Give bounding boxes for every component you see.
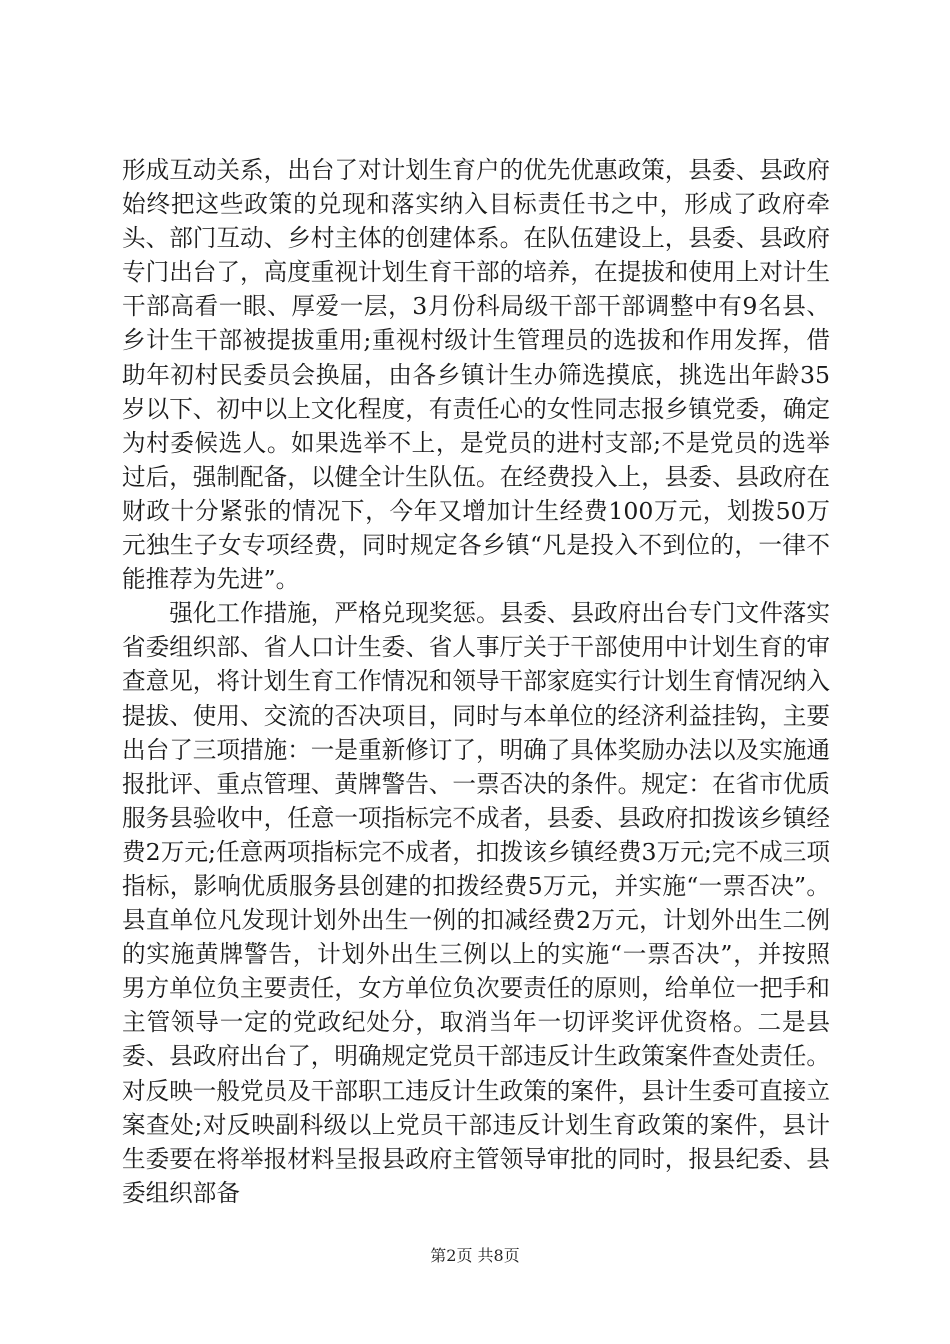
document-body	[122, 153, 830, 1210]
page-number-footer: 第2页 共8页	[430, 1246, 520, 1265]
paragraph-1: 形成互动关系，出台了对计划生育户的优先优惠政策，县委、县政府始终把这些政策的兑现和落实纳入目标责任书之中，形成了政府牵头、部门互动、乡村主体的创建体系。在队伍建设上，县委、县政府专门出台了，高度重视计划生育干部的培养，在提拔和使用上对计生干部高看一眼、厚爱一层，3月份科局级干部干部调整中有9名县、乡计生干部被提拔重用;重视村级计生管理员的选拔和作用发挥，借助年初村民委员会换届，由各乡镇计生办筛选摸底，挑选出年龄35岁以下、初中以上文化程度，有责任心的女性同志报乡镇党委，确定为村委候选人。如果选举不上，是党员的进村支部;不是党员的选举过后，强制配备，以健全计生队伍。在经费投入上，县委、县政府在财政十分紧张的情况下，今年又增加计生经费100万元，划拨50万元独生子女专项经费，同时规定各乡镇“凡是投入不到位的，一律不能推荐为先进”。	[122, 156, 830, 594]
paragraph-2: 强化工作措施，严格兑现奖惩。县委、县政府出台专门文件落实省委组织部、省人口计生委、省人事厅关于干部使用中计划生育的审查意见，将计划生育工作情况和领导干部家庭实行计划生育情况纳入提拔、使用、交流的否决项目，同时与本单位的经济利益挂钩，主要出台了三项措施：一是重新修订了，明确了具体奖励办法以及实施通报批评、重点管理、黄牌警告、一票否决的条件。规定：在省市优质服务县验收中，任意一项指标完不成者，县委、县政府扣拨该乡镇经费2万元;任意两项指标完不成者，扣拨该乡镇经费3万元;完不成三项指标，影响优质服务县创建的扣拨经费5万元，并实施“一票否决”。县直单位凡发现计划外出生一例的扣减经费2万元，计划外出生二例的实施黄牌警告，计划外出生三例以上的实施“一票否决”，并按照男方单位负主要责任，女方单位负次要责任的原则，给单位一把手和主管领导一定的党政纪处分，取消当年一切评奖评优资格。二是县委、县政府出台了，明确规定党员干部违反计生政策案件查处责任。对反映一般党员及干部职工违反计生政策的案件，县计生委可直接立案查处;对反映副科级以上党员干部违反计划生育政策的案件，县计生委要在将举报材料呈报县政府主管领导审批的同时，报县纪委、县委组织部备	[122, 599, 830, 1207]
